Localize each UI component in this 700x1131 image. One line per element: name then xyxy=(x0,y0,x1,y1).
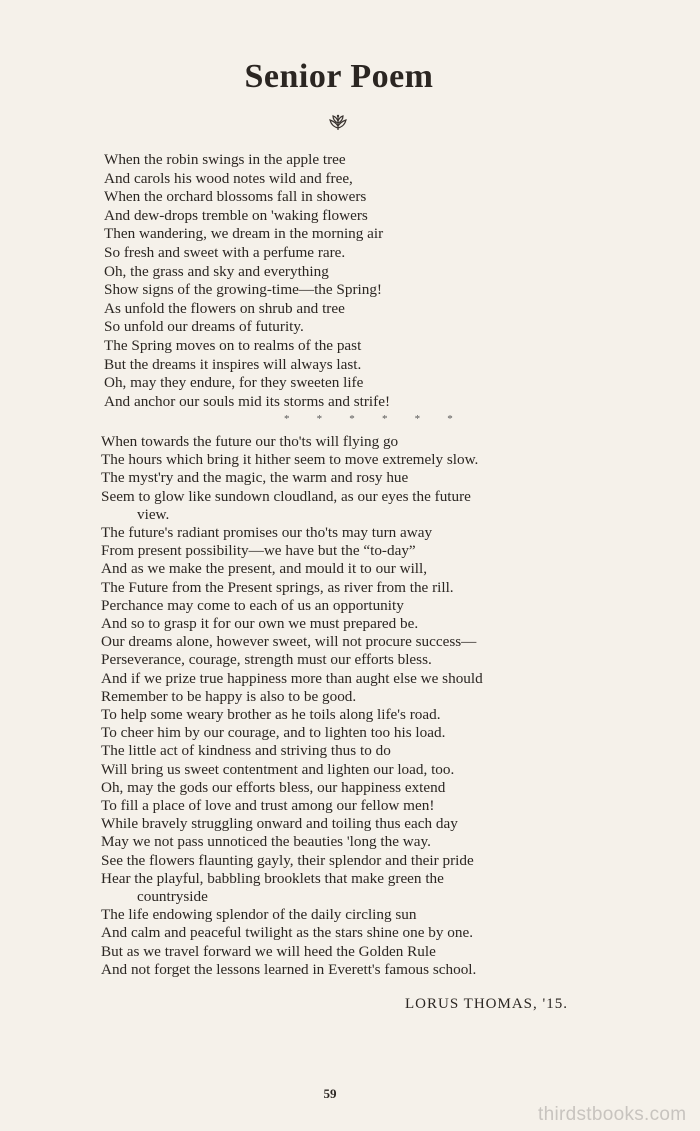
poem-line: And calm and peaceful twilight as the stars shine one by one. xyxy=(101,924,473,942)
poem-line: countryside xyxy=(137,888,208,906)
leaf-ornament-icon xyxy=(328,114,348,132)
poem-line: But the dreams it inspires will always last. xyxy=(104,355,362,373)
poem-line: And dew-drops tremble on 'waking flowers xyxy=(104,206,368,224)
poem-line: Oh, the grass and sky and everything xyxy=(104,262,329,280)
poem-line: To fill a place of love and trust among our fellow men! xyxy=(101,797,435,815)
poem-line: May we not pass unnoticed the beauties 'long the way. xyxy=(101,833,431,851)
poem-line: Remember to be happy is also to be good. xyxy=(101,687,357,705)
poem-line: The little act of kindness and striving thus to do xyxy=(101,742,391,760)
stanza-one xyxy=(104,151,524,411)
poem-line: And carols his wood notes wild and free, xyxy=(104,169,353,187)
poem-line: But as we travel forward we will heed the Golden Rule xyxy=(101,942,436,960)
poem-line: And as we make the present, and mould it to our will, xyxy=(101,560,428,578)
poem-line: Perseverance, courage, strength must our efforts bless. xyxy=(101,651,432,669)
stanza-two xyxy=(101,433,613,979)
poem-line: When the orchard blossoms fall in showers xyxy=(104,188,367,206)
poem-line: The hours which bring it hither seem to move extremely slow. xyxy=(101,451,479,469)
poem-line: The future's radiant promises our tho'ts may turn away xyxy=(101,524,433,542)
poem-line: The Future from the Present springs, as river from the rill. xyxy=(101,578,454,596)
author-signature: LORUS THOMAS, '15. xyxy=(405,996,568,1012)
poem-line: The Spring moves on to realms of the past xyxy=(104,336,362,354)
watermark: thirdstbooks.com xyxy=(538,1104,687,1125)
poem-title: Senior Poem xyxy=(244,58,434,95)
poem-line: And anchor our souls mid its storms and strife! xyxy=(104,392,390,410)
poem-line: The life endowing splendor of the daily circling sun xyxy=(101,906,417,924)
poem-line: Hear the playful, babbling brooklets that make green the xyxy=(101,869,444,887)
poem-line: Our dreams alone, however sweet, will not procure success— xyxy=(101,633,477,651)
poem-line: See the flowers flaunting gayly, their splendor and their pride xyxy=(101,851,474,869)
stanza-separator: * * * * * * xyxy=(284,413,465,425)
poem-line: Seem to glow like sundown cloudland, as our eyes the future xyxy=(101,487,471,505)
poem-line: view. xyxy=(137,505,170,523)
poem-line: And so to grasp it for our own we must prepared be. xyxy=(101,615,419,633)
poem-line: And not forget the lessons learned in Everett's famous school. xyxy=(101,960,477,978)
poem-line: As unfold the flowers on shrub and tree xyxy=(104,299,345,317)
page-number: 59 xyxy=(323,1086,337,1101)
poem-line: Show signs of the growing-time—the Spring! xyxy=(104,281,382,299)
poem-line: When the robin swings in the apple tree xyxy=(104,151,346,168)
poem-line: Will bring us sweet contentment and lighten our load, too. xyxy=(101,760,455,778)
poem-line: Perchance may come to each of us an opportunity xyxy=(101,596,404,614)
poem-line: From present possibility—we have but the “to-day” xyxy=(101,542,416,560)
poem-line: To cheer him by our courage, and to lighten too his load. xyxy=(101,724,446,742)
poem-line: So unfold our dreams of futurity. xyxy=(104,318,304,336)
poem-line: So fresh and sweet with a perfume rare. xyxy=(104,243,346,261)
poem-line: When towards the future our tho'ts will flying go xyxy=(101,433,399,450)
poem-line: And if we prize true happiness more than aught else we should xyxy=(101,669,483,687)
poem-line: While bravely struggling onward and toiling thus each day xyxy=(101,815,458,833)
poem-line: Oh, may they endure, for they sweeten life xyxy=(104,374,364,392)
poem-line: To help some weary brother as he toils along life's road. xyxy=(101,706,441,724)
poem-line: The myst'ry and the magic, the warm and rosy hue xyxy=(101,469,409,487)
poem-line: Then wandering, we dream in the morning air xyxy=(104,225,384,243)
poem-line: Oh, may the gods our efforts bless, our happiness extend xyxy=(101,778,446,796)
